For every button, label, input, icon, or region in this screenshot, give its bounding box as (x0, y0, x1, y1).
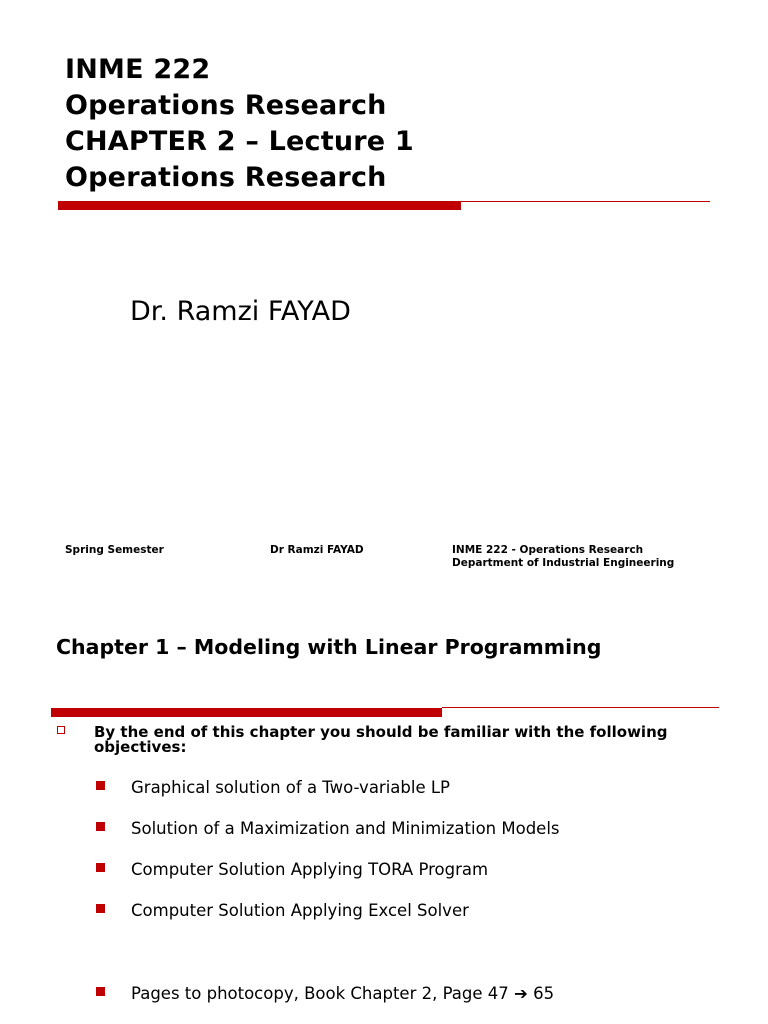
pages-note-text: Pages to photocopy, Book Chapter 2, Page 47 (131, 984, 509, 1003)
square-bullet-icon (96, 863, 105, 872)
arrow-right-icon: ➔ (514, 984, 528, 1003)
hollow-square-bullet-icon (57, 726, 65, 734)
footer-instructor: Dr Ramzi FAYAD (270, 544, 364, 556)
chapter-title: Chapter 1 – Modeling with Linear Programming (56, 635, 602, 659)
objective-item-graphical: Graphical solution of a Two-variable LP (131, 778, 451, 797)
footer-semester: Spring Semester (65, 544, 164, 556)
title-line-topic: Operations Research (65, 162, 387, 193)
slide1-title (65, 52, 414, 196)
objectives-intro: By the end of this chapter you should be familiar with the following objectives: (94, 723, 668, 756)
title-underline-thin (461, 201, 710, 202)
pages-note-end-page: 65 (533, 984, 555, 1003)
objective-item-excel: Computer Solution Applying Excel Solver (131, 901, 469, 920)
chapter-underline-thick (51, 708, 442, 717)
author-name: Dr. Ramzi FAYAD (130, 296, 351, 327)
pages-note (131, 984, 554, 1004)
chapter-underline-thin (442, 707, 719, 708)
footer-course-line: INME 222 - Operations Research (452, 544, 644, 556)
square-bullet-icon (96, 904, 105, 913)
square-bullet-icon (96, 987, 105, 996)
title-line-subject: Operations Research (65, 90, 387, 121)
footer-course-info (452, 544, 674, 570)
title-line-chapter: CHAPTER 2 – Lecture 1 (65, 126, 414, 157)
square-bullet-icon (96, 781, 105, 790)
title-line-course: INME 222 (65, 54, 211, 85)
footer-department-line: Department of Industrial Engineering (452, 557, 675, 569)
objective-item-tora: Computer Solution Applying TORA Program (131, 860, 489, 879)
objective-item-max-min: Solution of a Maximization and Minimization Models (131, 819, 560, 838)
title-underline-thick (58, 201, 461, 210)
square-bullet-icon (96, 822, 105, 831)
